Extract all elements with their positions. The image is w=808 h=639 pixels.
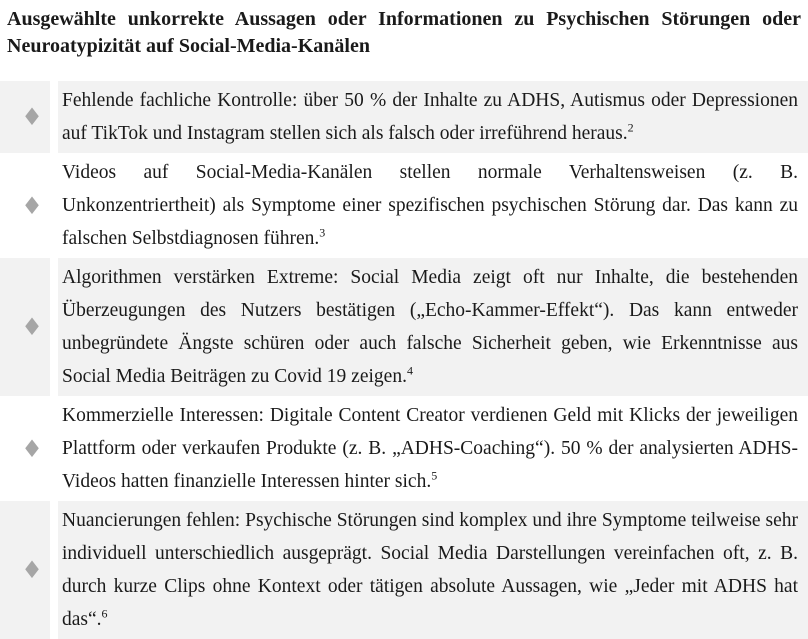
list-item	[0, 153, 808, 258]
footnote-reference: 6	[101, 606, 108, 621]
list-item-text-cell	[58, 396, 808, 501]
list-item	[0, 258, 808, 396]
page-title: Ausgewählte unkorrekte Aussagen oder Informationen zu Psychischen Störungen oder Neuroatypizität auf Social-Media-Kanälen	[7, 8, 801, 57]
statements-table	[0, 81, 808, 639]
diamond-bullet-icon: ♦	[21, 313, 43, 341]
bullet-cell	[0, 153, 50, 258]
list-item-text-cell	[58, 81, 808, 153]
bullet-cell	[0, 396, 50, 501]
list-item-text: Kommerzielle Interessen: Digitale Content Creator verdienen Geld mit Klicks der jeweiligen Plattform oder verkaufen Produkte (z. B. „ADHS-Coaching“). 50 % der analysierten ADHS-Videos hatten finanzielle Interessen hinter sich.	[62, 405, 798, 492]
list-item-text: Videos auf Social-Media-Kanälen stellen normale Verhaltensweisen (z. B. Unkonzentriertheit) als Symptome einer spezifischen psychischen Störung dar. Das kann zu falschen Selbstdiagnosen führen.	[62, 162, 798, 249]
bullet-cell	[0, 501, 50, 639]
list-item	[0, 396, 808, 501]
list-item-text: Nuancierungen fehlen: Psychische Störungen sind komplex und ihre Symptome teilweise sehr individuell unterschiedlich ausgeprägt. Social Media Darstellungen vereinfachen oft, z. B. durch kurze Clips ohne Kontext oder tätigen absolute Aussagen, wie „Jeder mit ADHS hat das“.	[62, 510, 798, 630]
footnote-reference: 4	[406, 363, 413, 378]
list-item	[0, 501, 808, 639]
bullet-cell	[0, 81, 50, 153]
list-item-text: Fehlende fachliche Kontrolle: über 50 % der Inhalte zu ADHS, Autismus oder Depressionen auf TikTok und Instagram stellen sich als falsch oder irreführend heraus.	[62, 90, 798, 144]
list-item	[0, 81, 808, 153]
list-item-text-cell	[58, 258, 808, 396]
list-item-text-cell	[58, 153, 808, 258]
bullet-cell	[0, 258, 50, 396]
diamond-bullet-icon: ♦	[21, 434, 43, 463]
footnote-reference: 3	[319, 225, 326, 240]
list-item-text: Algorithmen verstärken Extreme: Social Media zeigt oft nur Inhalte, die bestehenden Überzeugungen des Nutzers bestätigen („Echo-Kammer-Effekt“). Das kann entweder unbegründete Ängste schüren oder auch falsche Sicherheit geben, wie Erkenntnisse aus Social Media Beiträgen zu Covid 19 zeigen.	[62, 267, 798, 387]
list-item-text-cell	[58, 501, 808, 639]
diamond-bullet-icon: ♦	[21, 103, 43, 131]
diamond-bullet-icon: ♦	[21, 556, 43, 584]
footnote-reference: 2	[627, 120, 634, 135]
diamond-bullet-icon: ♦	[21, 191, 43, 220]
footnote-reference: 5	[431, 468, 438, 483]
